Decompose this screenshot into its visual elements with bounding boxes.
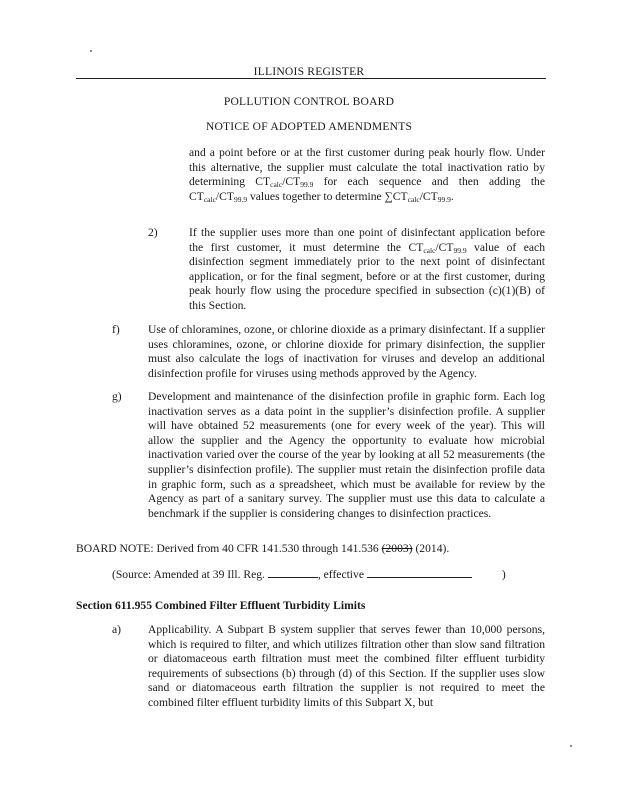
notice-title: NOTICE OF ADOPTED AMENDMENTS	[205, 120, 413, 133]
effective-date-blank	[367, 567, 472, 578]
item-a-label: a)	[112, 623, 122, 636]
item-g-label: g)	[112, 390, 122, 403]
scan-speck	[90, 50, 92, 52]
register-page-blank	[268, 567, 318, 578]
header-divider	[76, 78, 546, 79]
continuation-paragraph: and a point before or at the first customer during peak hourly flow. Under this alternative, the supplier must calculate the total inactivation ratio by determining $CT_{calc}/CT_{99.9}$ for each sequence and then adding the $CT_{calc}/CT_{99.9}$ values together to determine $\sum CT_{calc}/CT_{99.9}$.	[189, 146, 545, 204]
item-f-label: f)	[112, 323, 120, 336]
item-f-paragraph: Use of chloramines, ozone, or chlorine dioxide as a primary disinfectant. If a supplier uses chloramines, ozone, or chlorine dioxide for primary disinfection, the supplier must also calculate the logs of inactivation for viruses and develop an additional disinfection profile for viruses using methods approved by the Agency.	[148, 323, 545, 380]
register-title: ILLINOIS REGISTER	[253, 65, 365, 78]
section-heading: Section 611.955 Combined Filter Effluent Turbidity Limits	[76, 599, 366, 612]
item-g-paragraph: Development and maintenance of the disinfection profile in graphic form. Each log inactivation serves as a data point in the supplier’s disinfection profile. A supplier will have obtained 52 measurements (one for every week of the year). This will allow the supplier and the Agency the opportunity to evaluate how microbial inactivation varied over the course of the year by looking at all 52 measurements (the supplier’s disinfection profile). The supplier must retain the disinfection profile data in graphic form, such as a spreadsheet, which must be available for review by the Agency as part of a sanitary survey. The supplier must use this data to calculate a benchmark if the supplier is considering changes to disinfection practices.	[148, 390, 545, 520]
item-2-label: 2)	[148, 226, 158, 239]
item-a-paragraph: Applicability. A Subpart B system supplier that serves fewer than 10,000 persons, which is required to filter, and which utilizes filtration other than slow sand filtration or diatomaceous earth filtration must meet the combined filter effluent turbidity requirements of subsections (b) through (d) of this Section. If the supplier uses slow sand or diatomaceous earth filtration the supplier is not required to meet the combined filter effluent turbidity limits of this Subpart X, but	[148, 623, 545, 709]
board-title: POLLUTION CONTROL BOARD	[223, 95, 395, 108]
struck-year: (2003)	[381, 542, 413, 555]
scan-speck	[570, 745, 572, 747]
source-line: (Source: Amended at 39 Ill. Reg. , effective )	[112, 568, 506, 581]
board-note: BOARD NOTE: Derived from 40 CFR 141.530 through 141.536 (2003) (2014).	[76, 542, 450, 555]
item-2-paragraph: If the supplier uses more than one point of disinfectant application before the first customer, it must determine the $CT_{calc}/CT_{99.9}$ value of each disinfection segment immediately prior to the next point of disinfectant application, or for the final segment, before or at the first customer, during peak hourly flow using the procedure specified in subsection (c)(1)(B) of this Section.	[189, 226, 545, 312]
